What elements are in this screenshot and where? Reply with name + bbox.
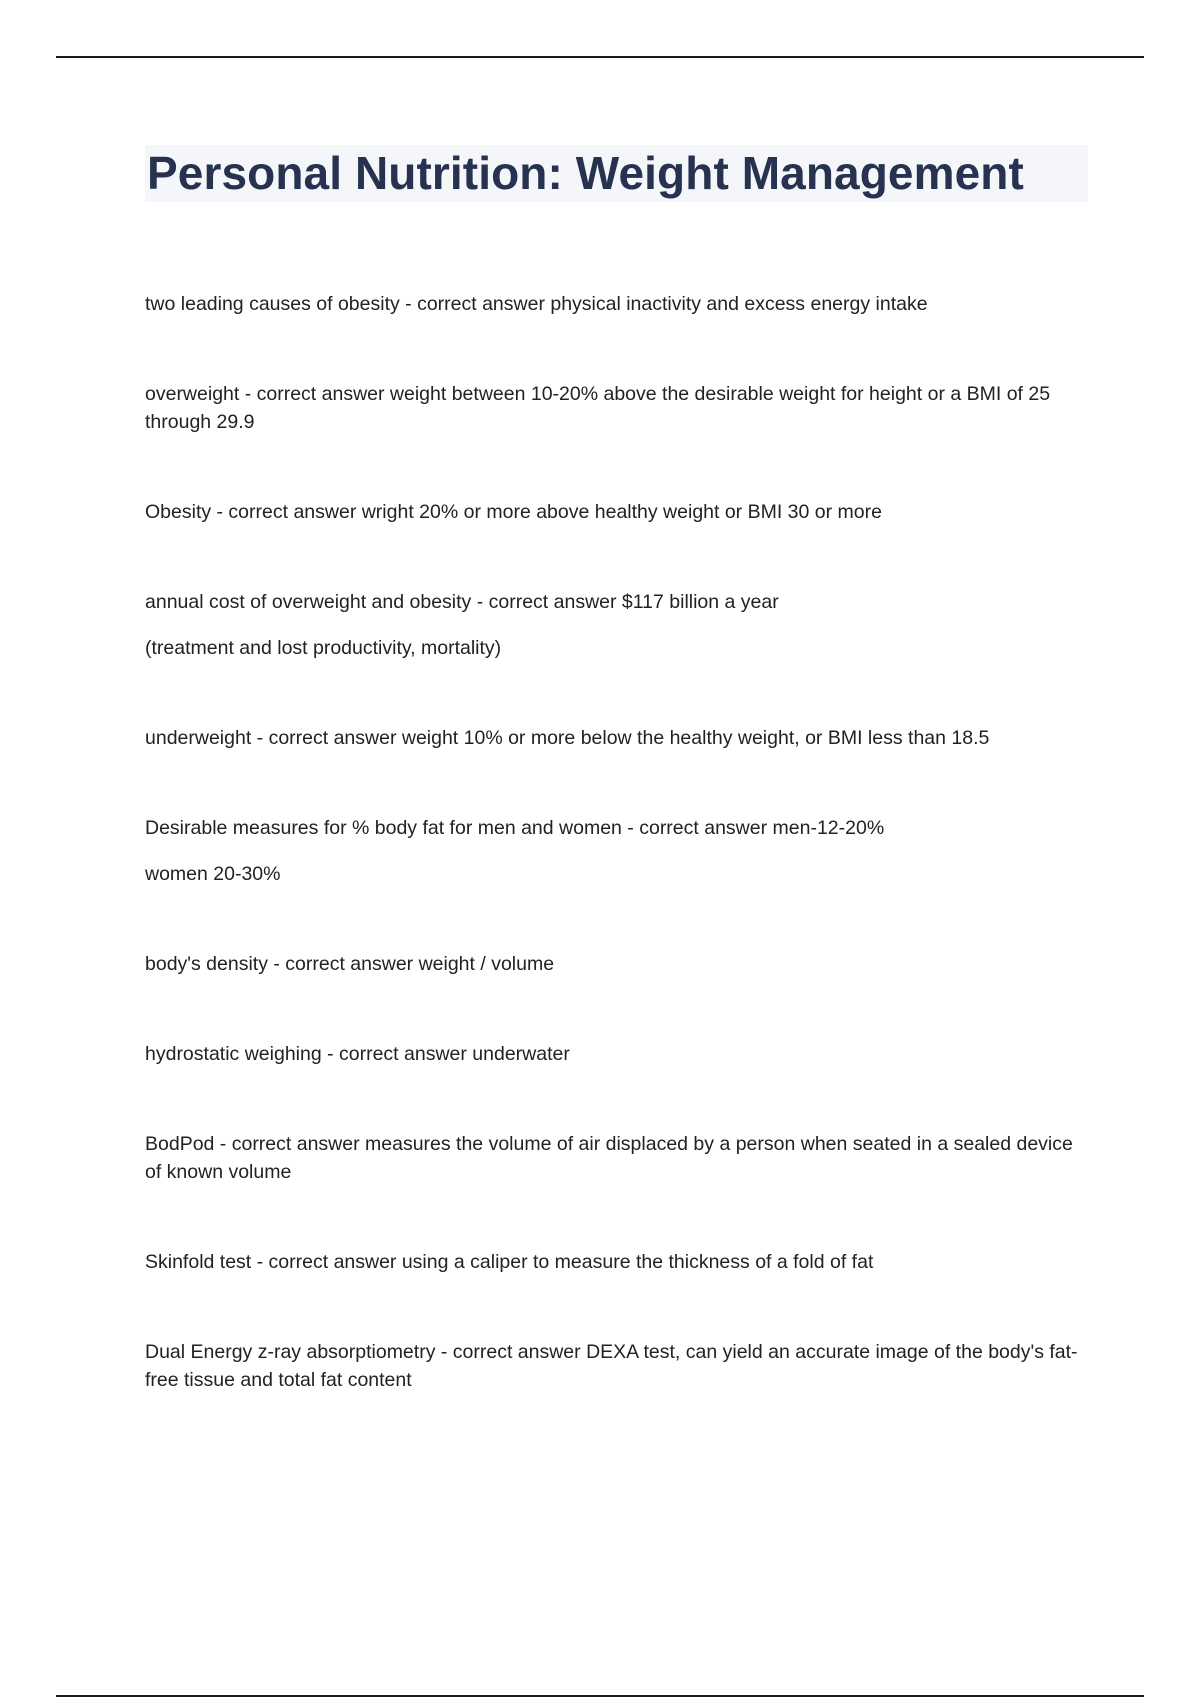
entry-text: annual cost of overweight and obesity - correct answer $117 billion a year (145, 591, 779, 613)
list-item (145, 588, 1085, 662)
list-item (145, 498, 1085, 526)
list-item (145, 380, 1085, 436)
title-banner (145, 145, 1088, 202)
list-item (145, 950, 1085, 978)
list-item (145, 290, 1085, 318)
flashcard-list (145, 290, 1085, 1456)
entry-text: two leading causes of obesity - correct answer physical inactivity and excess energy intake (145, 293, 928, 315)
entry-text: Dual Energy z-ray absorptiometry - correct answer DEXA test, can yield an accurate image of the body's fat-free tissue and total fat content (145, 1341, 1078, 1391)
top-divider (56, 56, 1144, 58)
list-item (145, 1338, 1085, 1394)
entry-text: Obesity - correct answer wright 20% or more above healthy weight or BMI 30 or more (145, 501, 882, 523)
list-item (145, 1248, 1085, 1276)
entry-text: body's density - correct answer weight / volume (145, 953, 555, 975)
bottom-divider (56, 1695, 1144, 1697)
entry-continuation: (treatment and lost productivity, mortality) (145, 637, 502, 659)
list-item (145, 724, 1085, 752)
entry-continuation: women 20-30% (145, 863, 281, 885)
entry-text: hydrostatic weighing - correct answer underwater (145, 1043, 570, 1065)
entry-text: overweight - correct answer weight between 10-20% above the desirable weight for height or a BMI of 25 through 29.9 (145, 383, 1051, 433)
entry-text: BodPod - correct answer measures the volume of air displaced by a person when seated in a sealed device of known volume (145, 1133, 1073, 1183)
entry-text: Desirable measures for % body fat for men and women - correct answer men-12-20% (145, 817, 885, 839)
entry-text: Skinfold test - correct answer using a caliper to measure the thickness of a fold of fat (145, 1251, 874, 1273)
list-item (145, 814, 1085, 888)
list-item (145, 1040, 1085, 1068)
entry-text: underweight - correct answer weight 10% or more below the healthy weight, or BMI less than 18.5 (145, 727, 990, 749)
list-item (145, 1130, 1085, 1186)
document-title: Personal Nutrition: Weight Management (147, 147, 1024, 199)
